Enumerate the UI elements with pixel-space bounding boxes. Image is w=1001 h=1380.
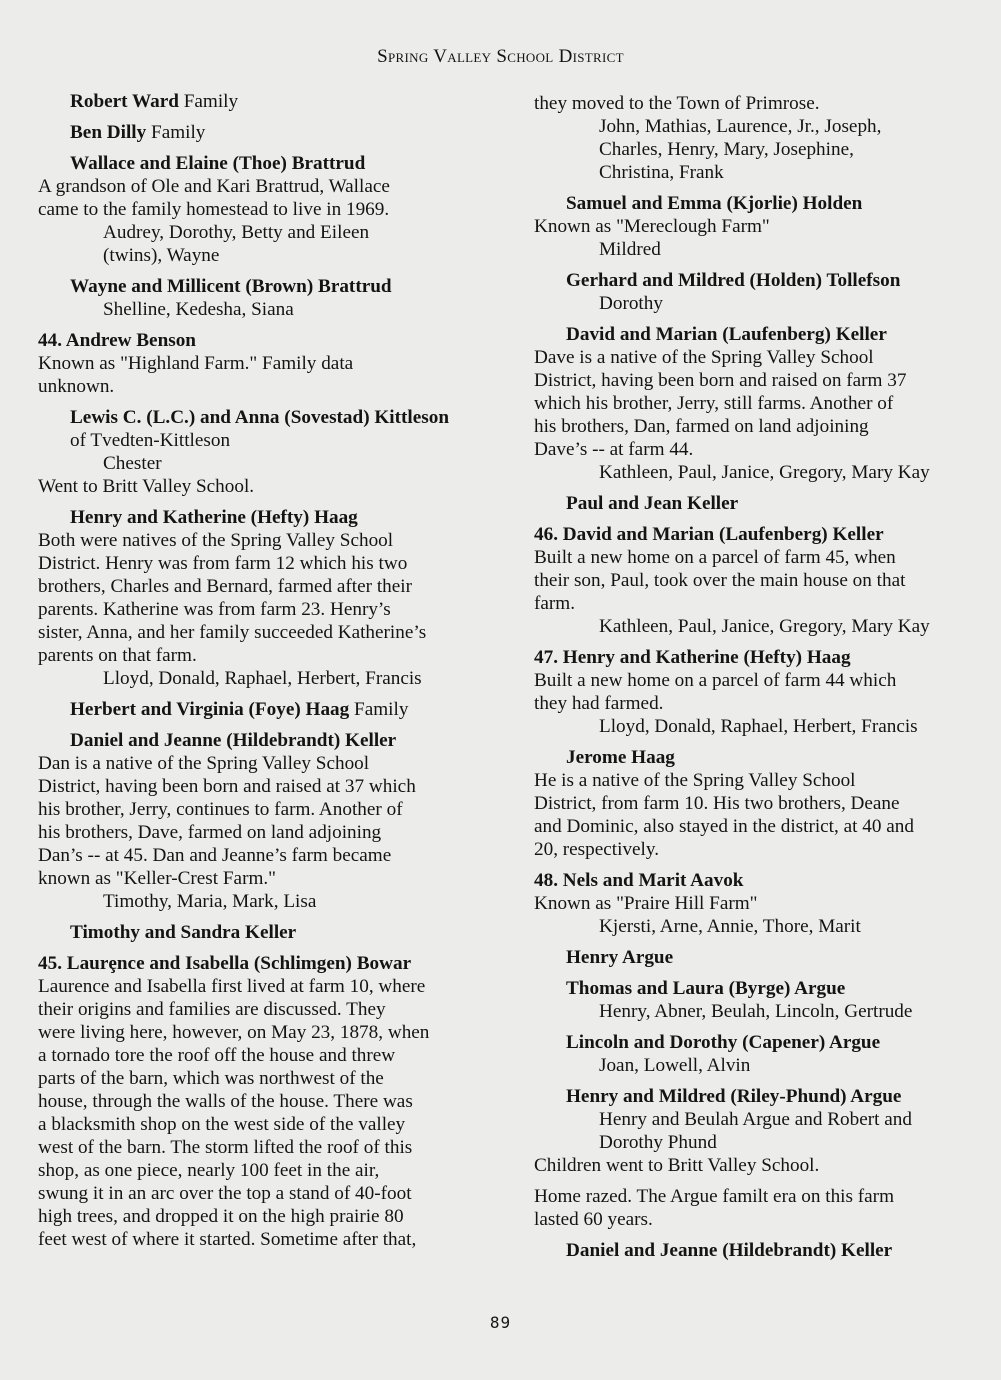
family-name: David and Marian (Laufenberg) Keller [566, 324, 887, 345]
family-heading [70, 406, 478, 429]
family-entry [38, 152, 478, 267]
children-names: John, Mathias, Laurence, Jr., Joseph, [599, 116, 882, 137]
body-text-line: District, having been born and raised on farm 37 [534, 370, 907, 391]
body-text-line: Known as "Praire Hill Farm" [534, 893, 758, 914]
heading-suffix: Family [349, 699, 409, 720]
family-heading [70, 921, 478, 944]
family-name: Samuel and Emma (Kjorlie) Holden [566, 193, 863, 214]
body-text-line: Dave is a native of the Spring Valley School [534, 347, 874, 368]
body-text-line: lasted 60 years. [534, 1209, 653, 1230]
family-heading [566, 192, 974, 215]
body-text-line: swung it in an arc over the top a stand of 40-foot [38, 1183, 412, 1204]
body-text-line: they moved to the Town of Primrose. [534, 93, 820, 114]
family-entry [38, 275, 478, 321]
body-text-line: parents on that farm. [38, 645, 197, 666]
family-name: Lewis C. (L.C.) and Anna (Sovestad) Kittleson [70, 407, 449, 428]
body-text-line: they had farmed. [534, 693, 664, 714]
body-text-line: house, through the walls of the house. There was [38, 1091, 413, 1112]
body-text-line: farm. [534, 593, 576, 614]
body-text-line: Dave’s -- at farm 44. [534, 439, 694, 460]
children-names: Joan, Lowell, Alvin [599, 1055, 751, 1076]
body-text-line: Built a new home on a parcel of farm 45, when [534, 547, 896, 568]
family-name: Henry and Mildred (Riley-Phund) Argue [566, 1086, 902, 1107]
family-name: 44. Andrew Benson [38, 330, 196, 351]
children-names: Mildred [599, 239, 661, 260]
family-entry [38, 952, 478, 1251]
children-names: Lloyd, Donald, Raphael, Herbert, Francis [599, 716, 918, 737]
body-text-line: west of the barn. The storm lifted the roof of this [38, 1137, 413, 1158]
body-text-line: sister, Anna, and her family succeeded Katherine’s [38, 622, 427, 643]
family-entry [534, 323, 974, 484]
body-text-line: were living here, however, on May 23, 1878, when [38, 1022, 430, 1043]
body-text-line: Dan’s -- at 45. Dan and Jeanne’s farm became [38, 845, 392, 866]
body-text-line: came to the family homestead to live in 1969. [38, 199, 390, 220]
family-heading [566, 1239, 974, 1262]
body-text-line: Children went to Britt Valley School. [534, 1155, 820, 1176]
body-text-line: District, from farm 10. His two brothers, Deane [534, 793, 900, 814]
farm-heading [38, 952, 478, 975]
body-text-line: Both were natives of the Spring Valley School [38, 530, 394, 551]
family-heading [70, 121, 478, 144]
farm-heading [534, 646, 974, 669]
children-names: Charles, Henry, Mary, Josephine, [599, 139, 854, 160]
family-name: Daniel and Jeanne (Hildebrandt) Keller [566, 1240, 893, 1261]
body-text-line: his brothers, Dan, farmed on land adjoining [534, 416, 869, 437]
family-entry [534, 946, 974, 969]
family-entry [534, 1185, 974, 1231]
body-text-line: feet west of where it started. Sometime after that, [38, 1229, 417, 1250]
family-entry [534, 1085, 974, 1177]
family-name: Thomas and Laura (Byrge) Argue [566, 978, 846, 999]
family-name: Wallace and Elaine (Thoe) Brattrud [70, 153, 366, 174]
family-heading [566, 492, 974, 515]
body-text-line: Built a new home on a parcel of farm 44 which [534, 670, 897, 691]
family-name: 45. Laurȩnce and Isabella (Schlimgen) Bowar [38, 953, 412, 974]
family-heading [70, 506, 478, 529]
children-names: Chester [103, 453, 162, 474]
body-text-line: a blacksmith shop on the west side of the valley [38, 1114, 406, 1135]
family-entry [534, 92, 974, 184]
children-names: Christina, Frank [599, 162, 724, 183]
children-names: Henry, Abner, Beulah, Lincoln, Gertrude [599, 1001, 913, 1022]
family-heading [70, 729, 478, 752]
family-heading [566, 1085, 974, 1108]
family-entry [534, 977, 974, 1023]
family-heading [70, 152, 478, 175]
body-text-line: brothers, Charles and Bernard, farmed after their [38, 576, 412, 597]
family-name: Herbert and Virginia (Foye) Haag [70, 699, 350, 720]
family-name: Henry and Katherine (Hefty) Haag [70, 507, 358, 528]
family-name: Henry Argue [566, 947, 674, 968]
family-name: Paul and Jean Keller [566, 493, 739, 514]
body-text-line: which his brother, Jerry, still farms. Another of [534, 393, 894, 414]
heading-suffix: Family [146, 122, 206, 143]
family-name: 46. David and Marian (Laufenberg) Keller [534, 524, 884, 545]
body-text-line: Known as "Highland Farm." Family data [38, 353, 354, 374]
body-text-line: A grandson of Ole and Kari Brattrud, Wallace [38, 176, 390, 197]
body-text-line: shop, as one piece, nearly 100 feet in the air, [38, 1160, 380, 1181]
family-heading [566, 269, 974, 292]
body-text-line: Home razed. The Argue familt era on this farm [534, 1186, 894, 1207]
family-heading [566, 946, 974, 969]
running-header: Spring Valley School District [377, 46, 624, 67]
family-entry [38, 329, 478, 398]
children-names: Kjersti, Arne, Annie, Thore, Marit [599, 916, 861, 937]
family-entry [534, 269, 974, 315]
body-text-line: Laurence and Isabella first lived at farm 10, where [38, 976, 426, 997]
body-text-line: his brother, Jerry, continues to farm. Another of [38, 799, 403, 820]
children-names: Kathleen, Paul, Janice, Gregory, Mary Kay [599, 616, 930, 637]
family-heading [566, 746, 974, 769]
left-column [38, 90, 478, 1259]
children-names: Henry and Beulah Argue and Robert and [599, 1109, 912, 1130]
family-entry [534, 746, 974, 861]
family-heading [70, 275, 478, 298]
family-entry [534, 869, 974, 938]
body-text-line: their son, Paul, took over the main house on that [534, 570, 906, 591]
family-entry [38, 921, 478, 944]
family-name: Timothy and Sandra Keller [70, 922, 297, 943]
children-names: Timothy, Maria, Mark, Lisa [103, 891, 317, 912]
body-text-line: parents. Katherine was from farm 23. Henry’s [38, 599, 391, 620]
family-name: Ben Dilly [70, 122, 147, 143]
family-name: Wayne and Millicent (Brown) Brattrud [70, 276, 392, 297]
body-text-line: his brothers, Dave, farmed on land adjoining [38, 822, 382, 843]
family-entry [38, 90, 478, 113]
family-entry [534, 1031, 974, 1077]
family-entry [38, 698, 478, 721]
body-text-line: unknown. [38, 376, 115, 397]
family-entry [534, 1239, 974, 1262]
heading-suffix: Family [178, 91, 239, 112]
family-entry [534, 646, 974, 738]
body-text-line: Dan is a native of the Spring Valley School [38, 753, 370, 774]
farm-heading [534, 523, 974, 546]
children-names: Shelline, Kedesha, Siana [103, 299, 294, 320]
body-text-line: Went to Britt Valley School. [38, 476, 255, 497]
children-names: Dorothy Phund [599, 1132, 717, 1153]
body-text-line: 20, respectively. [534, 839, 660, 860]
body-text-line: parts of the barn, which was northwest of the [38, 1068, 384, 1089]
farm-heading [38, 329, 478, 352]
body-text-line: high trees, and dropped it on the high prairie 80 [38, 1206, 404, 1227]
body-text-line: District. Henry was from farm 12 which his two [38, 553, 408, 574]
family-name: Jerome Haag [566, 747, 675, 768]
family-name: Robert Ward [70, 91, 179, 112]
family-name: Lincoln and Dorothy (Capener) Argue [566, 1032, 881, 1053]
children-names: (twins), Wayne [103, 245, 220, 266]
body-text-line: their origins and families are discussed. They [38, 999, 386, 1020]
family-heading [70, 698, 478, 721]
body-text-line: known as "Keller-Crest Farm." [38, 868, 277, 889]
sub-heading-line: of Tvedten-Kittleson [70, 430, 231, 451]
family-heading [566, 1031, 974, 1054]
body-text-line: and Dominic, also stayed in the district, at 40 and [534, 816, 914, 837]
children-names: Kathleen, Paul, Janice, Gregory, Mary Kay [599, 462, 930, 483]
family-name: 48. Nels and Marit Aavok [534, 870, 744, 891]
right-column [534, 92, 974, 1270]
body-text-line: District, having been born and raised at 37 which [38, 776, 416, 797]
family-heading [566, 977, 974, 1000]
family-name: Gerhard and Mildred (Holden) Tollefson [566, 270, 901, 291]
family-entry [38, 406, 478, 498]
family-entry [534, 192, 974, 261]
family-entry [38, 121, 478, 144]
family-entry [534, 492, 974, 515]
family-heading [70, 90, 478, 113]
children-names: Audrey, Dorothy, Betty and Eileen [103, 222, 370, 243]
family-entry [38, 729, 478, 913]
family-entry [38, 506, 478, 690]
family-entry [534, 523, 974, 638]
body-text-line: He is a native of the Spring Valley School [534, 770, 856, 791]
page-number: 89 [489, 1313, 512, 1332]
children-names: Dorothy [599, 293, 663, 314]
body-text-line: a tornado tore the roof off the house and threw [38, 1045, 396, 1066]
family-name: 47. Henry and Katherine (Hefty) Haag [534, 647, 851, 668]
family-heading [566, 323, 974, 346]
children-names: Lloyd, Donald, Raphael, Herbert, Francis [103, 668, 422, 689]
family-name: Daniel and Jeanne (Hildebrandt) Keller [70, 730, 397, 751]
body-text-line: Known as "Mereclough Farm" [534, 216, 770, 237]
farm-heading [534, 869, 974, 892]
